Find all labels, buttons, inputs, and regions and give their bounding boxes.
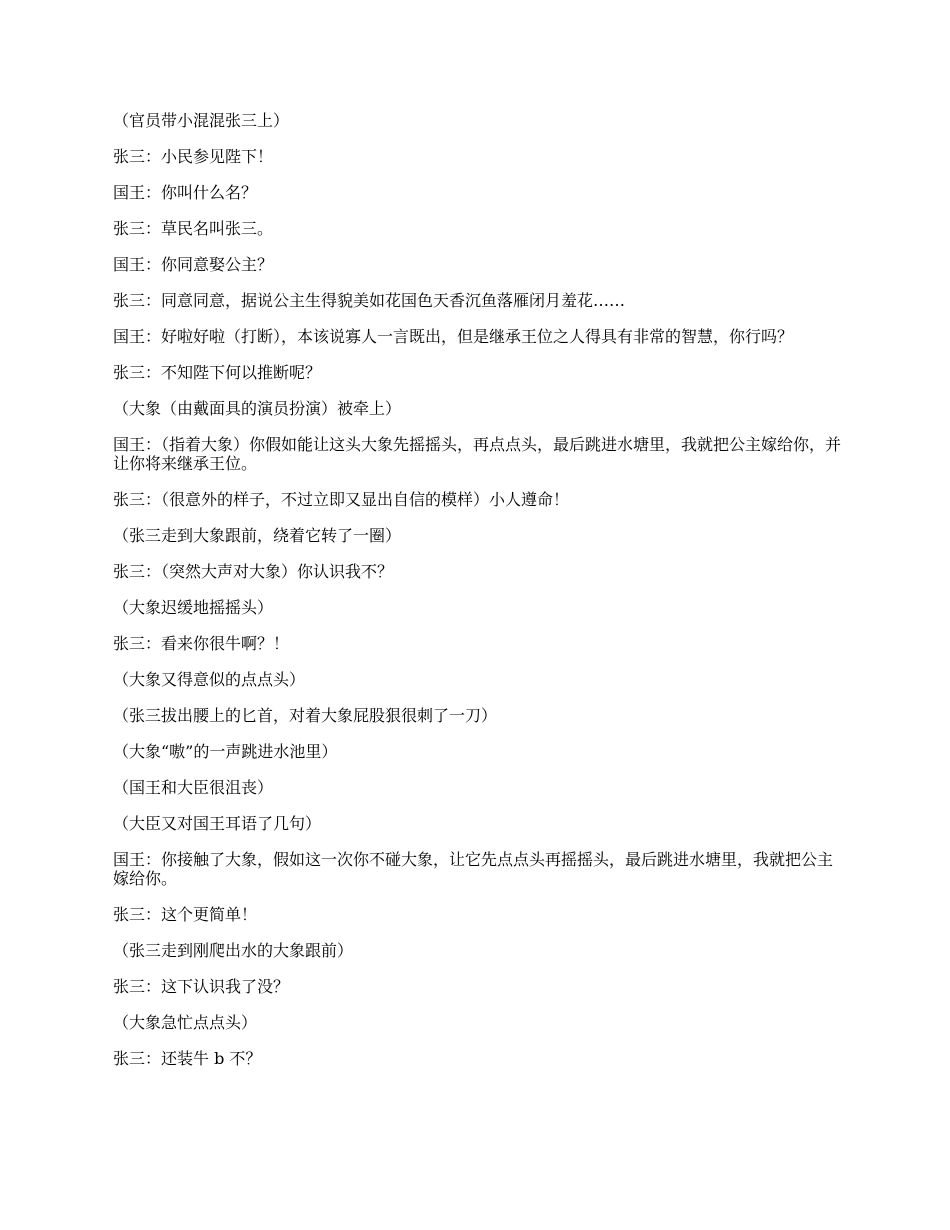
- paragraph: （大臣又对国王耳语了几句）: [113, 814, 322, 833]
- paragraph: 国王：你接触了大象，假如这一次你不碰大象，让它先点点头再摇摇头，最后跳进水塘里，我就把公主嫁给你。: [113, 850, 834, 888]
- paragraph: 张三：不知陛下何以推断呢？: [113, 363, 322, 382]
- paragraph: 张三：这下认识我了没？: [113, 977, 290, 996]
- paragraph: 国王：你叫什么名？: [113, 183, 258, 202]
- paragraph: 张三：同意同意，据说公主生得貌美如花国色天香沉鱼落雁闭月羞花……: [113, 291, 626, 310]
- paragraph: 张三：还装牛 b 不？: [113, 1049, 262, 1068]
- script-text: [113, 111, 843, 1085]
- paragraph: （官员带小混混张三上）: [113, 111, 290, 130]
- paragraph: （大象又得意似的点点头）: [113, 670, 306, 689]
- paragraph: 国王：你同意娶公主？: [113, 255, 274, 274]
- paragraph: （大象（由戴面具的演员扮演）被牵上）: [113, 399, 402, 418]
- paragraph: （大象“嗷”的一声跳进水池里）: [113, 742, 338, 761]
- paragraph: 张三：（很意外的样子，不过立即又显出自信的模样）小人遵命！: [113, 490, 570, 509]
- paragraph: 张三：这个更简单！: [113, 905, 258, 924]
- paragraph: 张三：小民参见陛下！: [113, 147, 274, 166]
- paragraph: （大象急忙点点头）: [113, 1013, 258, 1032]
- paragraph: 张三：（突然大声对大象）你认识我不？: [113, 562, 394, 581]
- paragraph: 国王：（指着大象）你假如能让这头大象先摇摇头，再点点头，最后跳进水塘里，我就把公主嫁给你，并让你将来继承王位。: [113, 435, 842, 473]
- paragraph: 张三：看来你很牛啊？！: [113, 634, 290, 653]
- paragraph: （张三走到大象跟前，绕着它转了一圈）: [113, 526, 402, 545]
- paragraph: 国王：好啦好啦（打断），本该说寡人一言既出，但是继承王位之人得具有非常的智慧，你行吗？: [113, 327, 794, 346]
- paragraph: （张三走到刚爬出水的大象跟前）: [113, 941, 354, 960]
- paragraph: （国王和大臣很沮丧）: [113, 778, 274, 797]
- paragraph: 张三：草民名叫张三。: [113, 219, 274, 238]
- paragraph: （大象迟缓地摇摇头）: [113, 598, 274, 617]
- paragraph: （张三拔出腰上的匕首，对着大象屁股狠很刺了一刀）: [113, 706, 498, 725]
